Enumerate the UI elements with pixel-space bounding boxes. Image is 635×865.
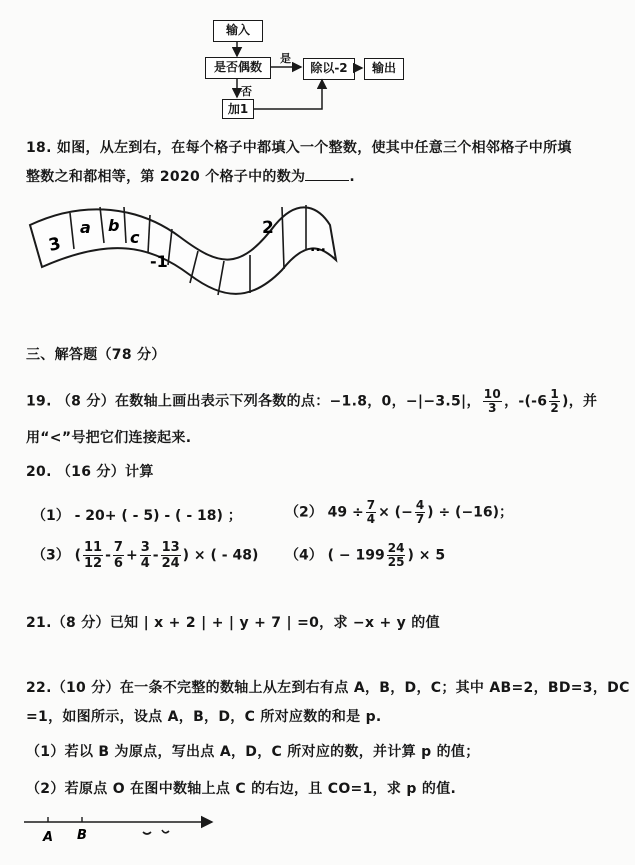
cell-value: b bbox=[108, 216, 120, 235]
fraction: $\frac{10}{3}$ bbox=[483, 387, 502, 415]
flowchart-yes-label: 是 bbox=[280, 52, 291, 65]
fraction: $\frac{24}{25}$ bbox=[387, 541, 405, 569]
fraction: $\frac{7}{4}$ bbox=[366, 498, 376, 526]
flowchart-process-box: 除以-2 bbox=[303, 58, 355, 80]
flowchart-output-box: 输出 bbox=[364, 58, 404, 80]
cell-value: 2 bbox=[262, 218, 274, 238]
flowchart-add-box: 加1 bbox=[222, 99, 254, 119]
question-20-part1: （1） - 20+ ( - 5) - ( - 18) ； bbox=[32, 508, 242, 524]
cell-value: c bbox=[130, 228, 140, 247]
fraction: $\frac{4}{7}$ bbox=[415, 498, 425, 526]
flowchart-input-box: 输入 bbox=[213, 20, 263, 42]
cell-value: ... bbox=[310, 239, 326, 255]
flowchart-arrows bbox=[0, 0, 635, 130]
question-18-number: 18. bbox=[26, 140, 52, 156]
cell-value: a bbox=[80, 218, 91, 237]
question-22-line2: =1，如图所示，设点 A，B，D，C 所对应数的和是 p. bbox=[26, 709, 382, 725]
question-18-line1 bbox=[26, 137, 572, 157]
question-20-part2: （2） 49 ÷ $\frac{7}{4}$ × (− $\frac{4}{7}$ ) ÷ (−16)； bbox=[285, 498, 514, 526]
question-21: 21.（8 分）已知 | x + 2 | + | y + 7 | =0，求 −x + y 的值 bbox=[26, 615, 440, 631]
answer-blank bbox=[305, 168, 349, 181]
number-line bbox=[0, 808, 635, 865]
question-22-line1: 22.（10 分）在一条不完整的数轴上从左到右有点 A，B，D，C；其中 AB=2，BD=3，DC bbox=[26, 680, 630, 696]
partial-label-mark bbox=[143, 832, 151, 834]
fraction: $\frac{7}{6}$ bbox=[113, 540, 123, 571]
question-20-title: 20. （16 分）计算 bbox=[26, 464, 154, 480]
question-22-part2: （2）若原点 O 在图中数轴上点 C 的右边，且 CO=1，求 p 的值. bbox=[26, 781, 457, 797]
number-list: −1.8，0，−|−3.5|， bbox=[329, 393, 481, 410]
section-heading: 三、解答题（78 分） bbox=[26, 347, 166, 363]
question-22-part1: （1）若以 B 为原点，写出点 A，D，C 所对应的数，并计算 p 的值； bbox=[26, 744, 480, 760]
flowchart-no-label: 否 bbox=[241, 85, 252, 98]
fraction: $\frac{1}{2}$ bbox=[550, 387, 559, 415]
cell-value: -1 bbox=[150, 252, 168, 271]
cell-value: 3 bbox=[46, 233, 63, 256]
flowchart-decision-box: 是否偶数 bbox=[205, 57, 271, 79]
fraction: $\frac{11}{12}$ bbox=[84, 540, 103, 571]
fraction: $\frac{13}{24}$ bbox=[161, 540, 180, 571]
question-18-text-line1: 如图，从左到右，在每个格子中都填入一个整数，使其中任意三个相邻格子中所填 bbox=[56, 140, 572, 156]
question-18-line2: 整数之和都相等，第 2020 个格子中的数为 . bbox=[26, 169, 355, 185]
partial-label-mark bbox=[162, 830, 169, 833]
question-18-text-line2: 整数之和都相等，第 2020 个格子中的数为 bbox=[26, 169, 306, 185]
question-19-line1: 19. （8 分）在数轴上画出表示下列各数的点：−1.8，0，−|−3.5|， $\frac{10}{3}$ ，-(-6 $\frac{1}{2}$ )，并 bbox=[26, 387, 598, 415]
question-20-part4: （4） ( − 199 $\frac{24}{25}$ ) × 5 bbox=[285, 541, 446, 569]
fraction: $\frac{3}{4}$ bbox=[140, 540, 150, 571]
point-label-a: A bbox=[43, 830, 54, 845]
point-label-b: B bbox=[77, 828, 87, 843]
question-19-line2: 用“<”号把它们连接起来. bbox=[26, 430, 192, 446]
question-20-part3: （3） ( $\frac{11}{12}$ - $\frac{7}{6}$ + $\frac{3}{4}$ - $\frac{13}{24}$ ) × ( - 48) bbox=[32, 540, 259, 571]
wavy-cell-strip bbox=[0, 195, 635, 305]
